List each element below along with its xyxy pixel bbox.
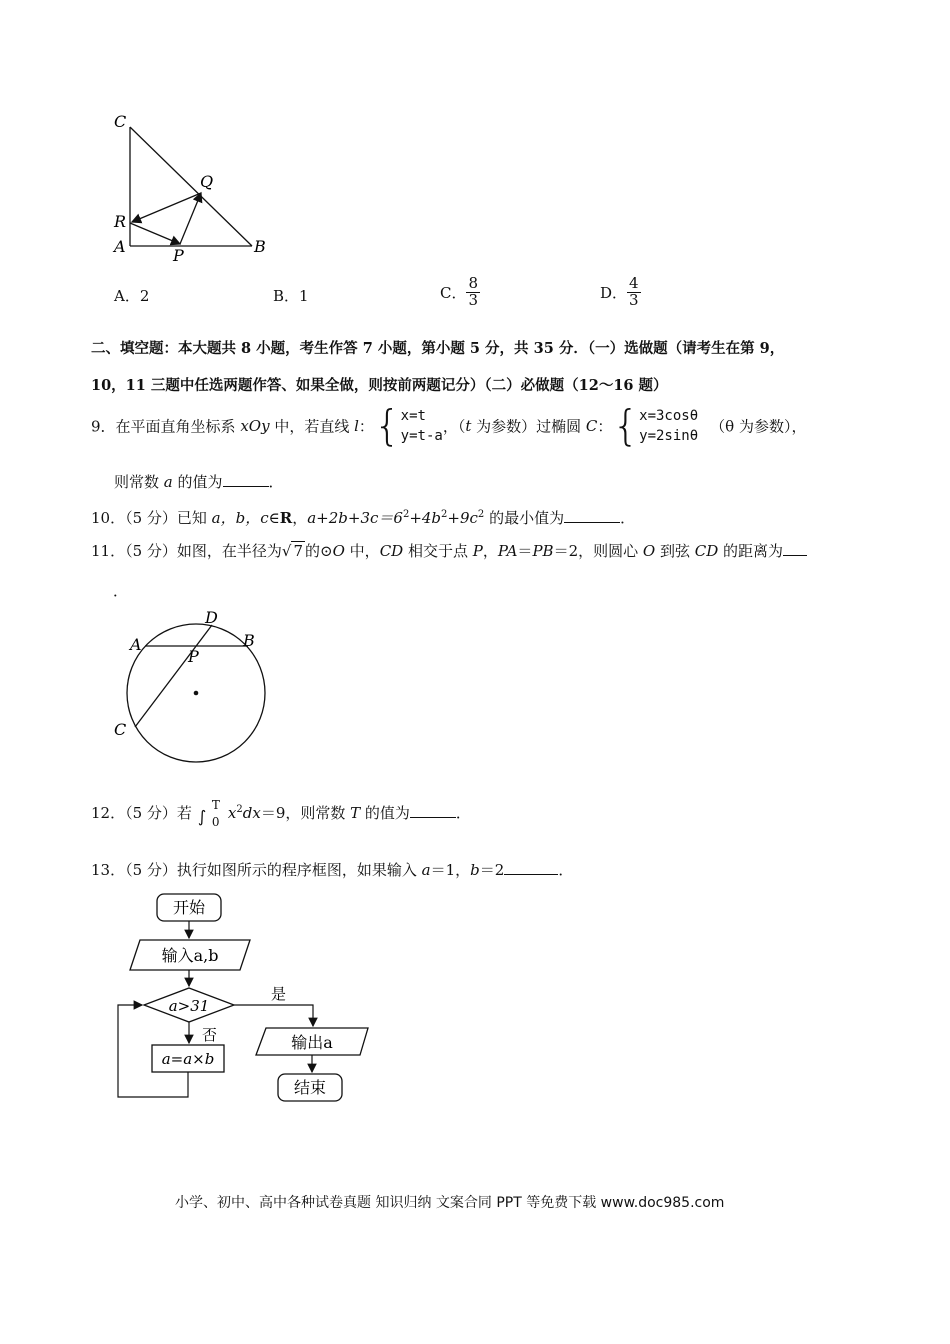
center-o-dot: [194, 691, 199, 696]
q11-end-period: ．: [113, 582, 129, 600]
option-d-label: D．: [600, 283, 628, 302]
section2-heading-line1: 二、填空题：本大题共 8 小题，考生作答 7 小题，第小题 5 分，共 35 分．（一）选做题（请考生在第 9，: [91, 340, 785, 357]
side-cb: [130, 127, 252, 246]
flow-decision-text: a>31: [168, 997, 210, 1015]
q8-option-b[interactable]: [273, 285, 309, 306]
option-c-fraction: $\frac{8}{3}$: [468, 274, 479, 309]
q10-text: 10．（5 分）已知 a，b，c∈R，$a+2b+3c=6^2+4b^2+9c^2$ 的最小值为 ．: [91, 509, 636, 527]
q11-circle-figure: [108, 605, 278, 775]
q12-answer-blank[interactable]: [410, 803, 456, 818]
option-a-label: A．: [114, 287, 140, 305]
page-footer: 小学、初中、高中各种试卷真题 知识归纳 文案合同 PPT 等免费下载 www.doc985.com: [175, 1195, 725, 1211]
label-q: Q: [200, 172, 214, 191]
integral: ∫ T 0: [197, 798, 220, 829]
q8-option-c[interactable]: [440, 276, 480, 309]
label-r: R: [114, 212, 127, 231]
flow-end-text: 结束: [293, 1078, 327, 1097]
q8-triangle-figure: [100, 105, 290, 270]
flow-input-text: 输入a,b: [161, 946, 219, 965]
section2-heading-line2: 10，11 三题中任选两题作答、如果全做，则按前两题记分）（二）必做题（12～16 题）: [91, 377, 668, 394]
q8-option-d[interactable]: [600, 276, 641, 309]
option-b-label: B．: [273, 287, 300, 305]
q9-line2: 则常数 a 的值为 ．: [114, 473, 284, 491]
q11-text: 11．（5 分）如图，在半径为√ 7 的⊙O 中，CD 相交于点 P，PA＝PB＝2，则圆心 O 到弦 CD 的距离为: [91, 540, 807, 561]
option-d-fraction: $\frac{4}{3}$: [629, 274, 639, 309]
vector-rp: [130, 223, 180, 244]
label-p: P: [188, 647, 199, 666]
option-c-label: C．: [440, 283, 467, 302]
label-d: D: [205, 608, 218, 627]
flow-start-text: 开始: [172, 898, 206, 917]
label-p: P: [173, 246, 184, 265]
q9-ellipse-system: x=3cosθ y=2sinθ: [639, 407, 699, 444]
sqrt-sign: √: [281, 542, 292, 560]
label-a: A: [114, 237, 126, 256]
label-c: C: [114, 720, 127, 739]
label-b: B: [243, 631, 255, 650]
label-c: C: [114, 112, 127, 131]
q8-option-a[interactable]: [114, 285, 149, 306]
q13-text: 13．（5 分）执行如图所示的程序框图，如果输入 a＝1，b＝2 ．: [91, 861, 574, 879]
q9-line1: 9．在平面直角坐标系 xOy 中，若直线 l：{x=t y=t-a，（t 为参数）过椭圆 C：{x=3cosθ y=2sinθ（θ 为参数），: [91, 401, 807, 450]
chord-cd: [135, 625, 212, 727]
q9-answer-blank[interactable]: [223, 472, 269, 487]
flow-no-label: 否: [202, 1026, 218, 1044]
flow-output-text: 输出a: [291, 1033, 333, 1052]
flow-assign-text: a=a×b: [161, 1050, 215, 1068]
q13-flowchart: [110, 890, 380, 1108]
q10-answer-blank[interactable]: [564, 508, 620, 523]
flow-yes-label: 是: [271, 985, 287, 1003]
q9-line-system: x=t y=t-a: [400, 407, 443, 444]
q12-text: 12．（5 分）若 ∫ T 0 $x^2dx=9$，则常数 T 的值为 ．: [91, 798, 471, 829]
label-a: A: [130, 635, 142, 654]
option-a-value: 2: [139, 287, 150, 305]
q13-answer-blank[interactable]: [504, 860, 558, 875]
option-b-value: 1: [299, 287, 309, 305]
label-b: B: [254, 237, 266, 256]
q11-answer-blank[interactable]: [783, 541, 807, 556]
